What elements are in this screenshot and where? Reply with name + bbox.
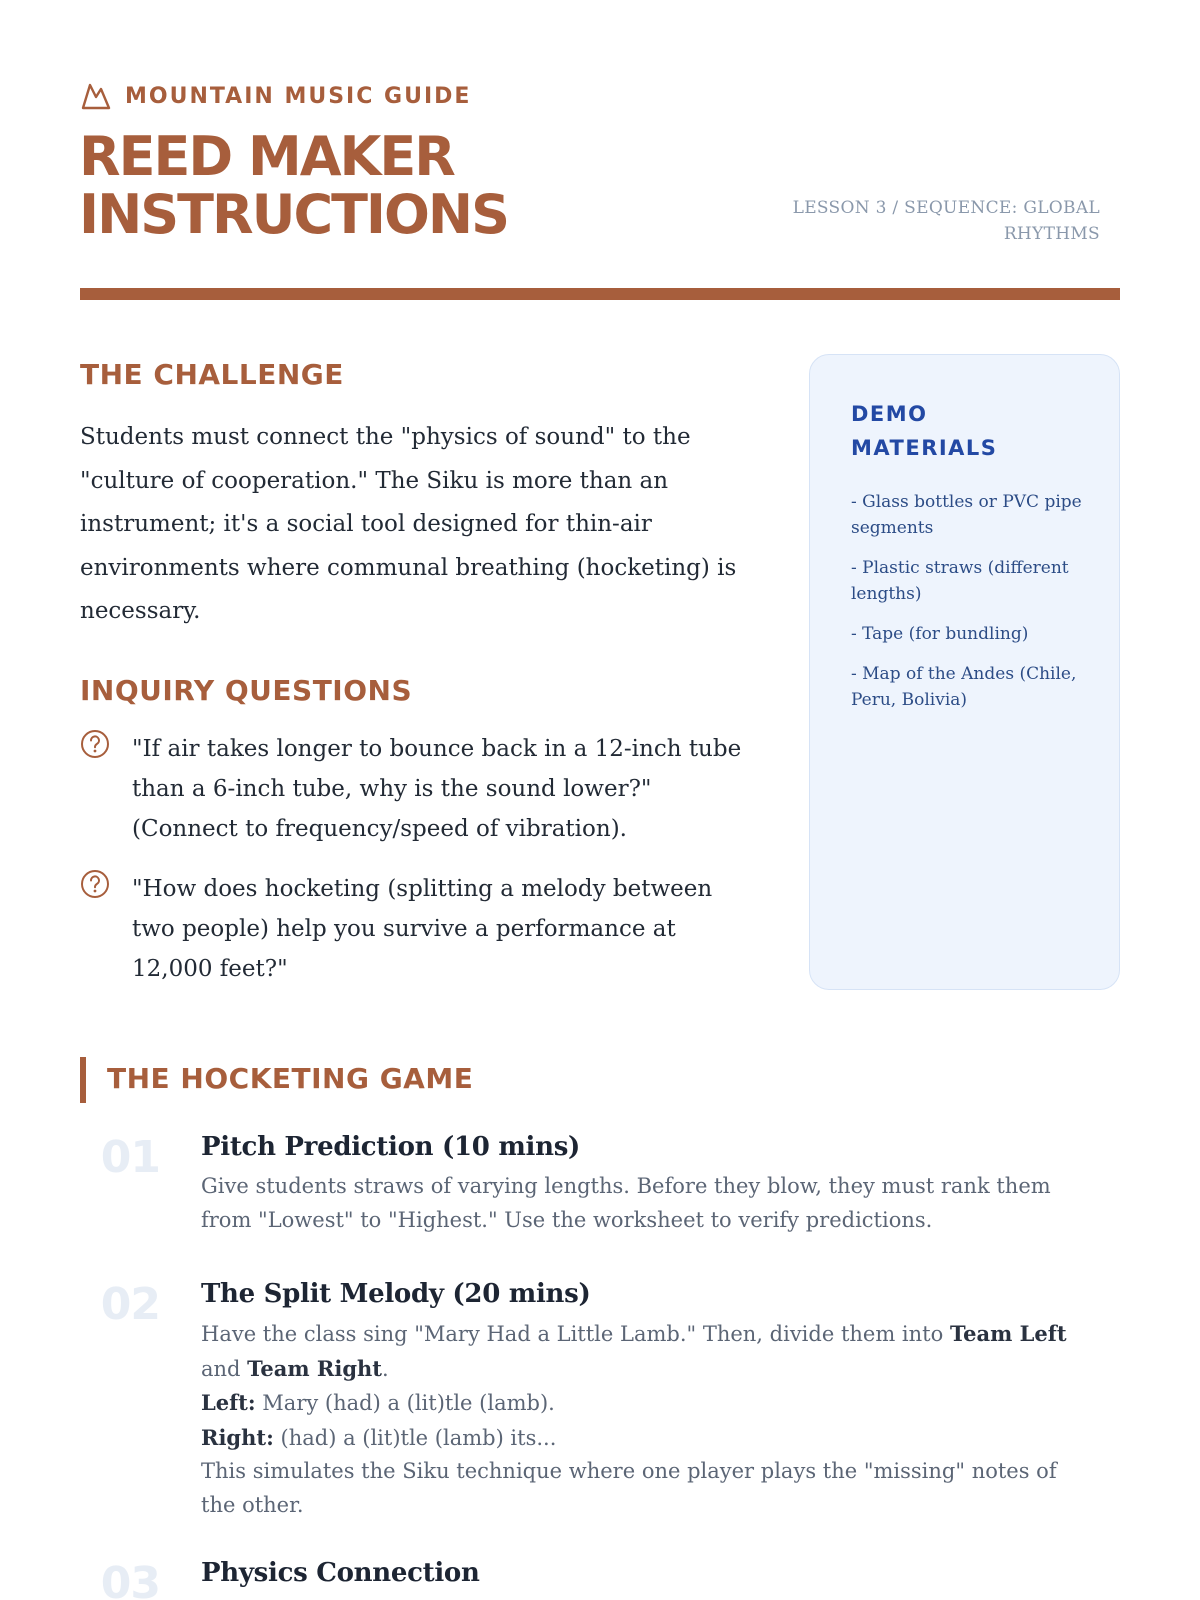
challenge-heading: THE CHALLENGE [80,358,344,391]
step-body [201,1132,1081,1237]
inquiry-heading: INQUIRY QUESTIONS [80,674,413,707]
step-number: 02 [100,1279,160,1330]
step-title: Pitch Prediction (10 mins) [201,1132,581,1162]
inquiry-question [80,729,760,849]
left-part-line [201,1386,1081,1421]
right-part-text: (had) a (lit)tle (lamb) its... [273,1425,557,1450]
team-right-label: Team Right [247,1355,382,1381]
demo-material-item: - Map of the Andes (Chile, Peru, Bolivia) [851,664,1077,710]
right-part-line [201,1421,1081,1456]
step-number: 01 [100,1132,160,1183]
demo-material-item: - Plastic straws (different lengths) [851,558,1069,604]
step-number: 03 [100,1558,160,1600]
game-heading-accent-bar [80,1057,86,1103]
mountain-icon [81,82,111,110]
demo-material-item: - Glass bottles or PVC pipe segments [851,492,1082,538]
brand-name: MOUNTAIN MUSIC GUIDE [125,83,472,109]
lesson-label: LESSON 3 / SEQUENCE: GLOBAL RHYTHMS [792,198,1100,244]
step-body [201,1558,1081,1588]
step-text: Give students straws of varying lengths. Before they blow, they must rank them from "Lowest" to "Highest." Use the worksheet to verify predictions. [201,1174,1051,1232]
step-intro-end: . [381,1356,389,1381]
page-title-line-1: REED MAKER [79,125,454,188]
page-title-line-2: INSTRUCTIONS [79,183,508,246]
step-title: The Split Melody (20 mins) [201,1279,591,1309]
team-left-label: Team Left [949,1321,1067,1346]
question-circle-icon [80,729,114,763]
header-divider [80,288,1120,300]
right-part-label: Right: [201,1424,274,1450]
demo-materials-list [851,489,1091,727]
inquiry-question-text: "How does hocketing (splitting a melody between two people) help you survive a performance at 12,000 feet?" [132,876,713,982]
page-title [79,125,508,246]
brand-row [81,82,471,110]
step-intro [201,1317,1081,1386]
demo-materials-heading: DEMO MATERIALS [851,402,998,460]
step-body [201,1279,1081,1522]
step-text [201,1317,1081,1522]
inquiry-question-text: "If air takes longer to bounce back in a 12-inch tube than a 6-inch tube, why is the sound lower?" (Connect to frequency/speed of vibration). [132,736,742,842]
game-heading: THE HOCKETING GAME [107,1062,474,1095]
demo-materials-card [809,354,1120,990]
left-part-text: Mary (had) a (lit)tle (lamb). [255,1391,555,1415]
step-intro-and: and [201,1356,248,1381]
challenge-text: Students must connect the "physics of sound" to the "culture of cooperation." The Siku is more than an instrument; it's a social tool designed for thin-air environments where communal breathing (hocketing) is necessary. [80,424,737,624]
demo-material-item: - Tape (for bundling) [851,624,1029,644]
inquiry-question [80,869,760,989]
step-outro: This simulates the Siku technique where one player plays the "missing" notes of the other. [201,1459,1057,1517]
left-part-label: Left: [201,1390,256,1415]
question-circle-icon [80,869,114,903]
step-title: Physics Connection [201,1558,480,1588]
step-intro-text: Have the class sing "Mary Had a Little Lamb." Then, divide them into [201,1322,950,1346]
